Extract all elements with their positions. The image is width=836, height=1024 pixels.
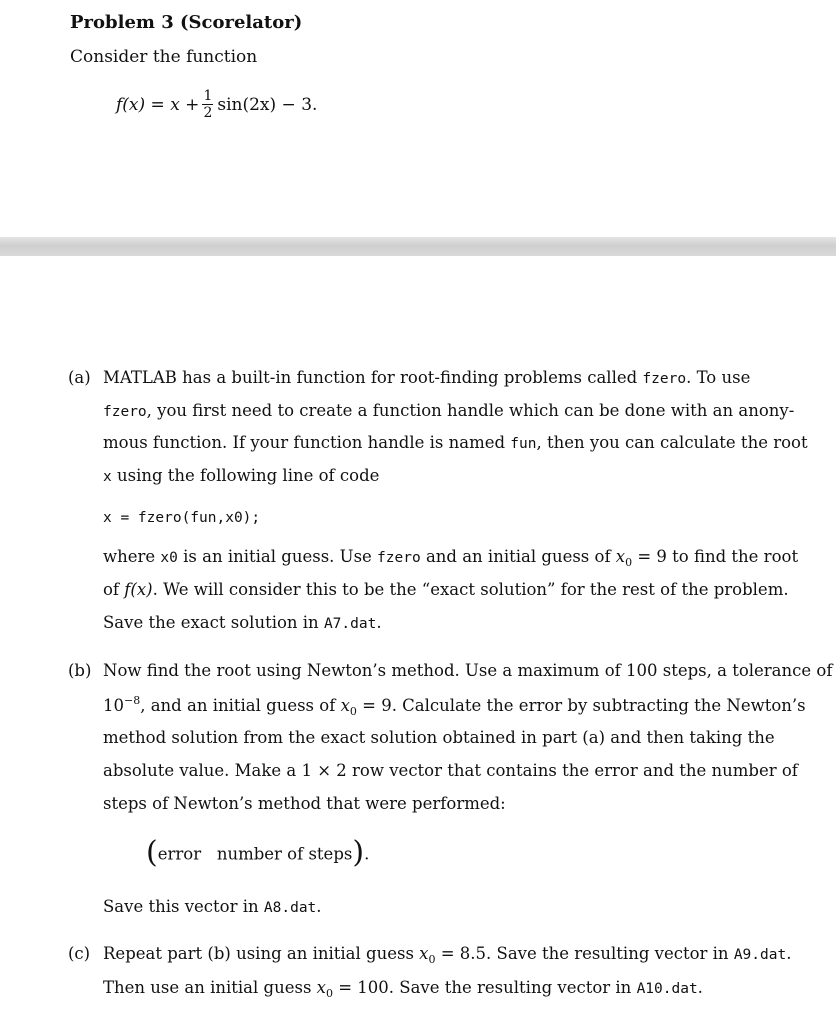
part-b-line: [103, 897, 322, 916]
text: = 9 to find the root: [632, 547, 799, 566]
math-subscript: 0: [428, 953, 436, 966]
code-filename: A8.dat: [263, 900, 317, 916]
text: = 8.5. Save the resulting vector in: [435, 944, 734, 963]
text: , you first need to create a function handle which can be done with an anony-: [146, 401, 795, 420]
part-b-label: (b): [68, 661, 92, 680]
text: mous function. If your function handle is named: [103, 433, 511, 452]
part-a-line: [103, 433, 808, 452]
part-b-line: [103, 694, 806, 718]
text: 10: [103, 696, 124, 715]
math-subscript: 0: [625, 556, 633, 569]
equation-lhs: f(x) = x +: [116, 95, 200, 115]
math-fx: f(x): [124, 580, 153, 599]
code-x: x: [103, 469, 112, 485]
part-a-line: [103, 547, 798, 569]
problem-intro: Consider the function: [70, 47, 258, 67]
fraction-denominator: 2: [203, 105, 213, 121]
part-c-line: [103, 944, 791, 966]
text: . We will consider this to be the “exact solution” for the rest of the problem.: [152, 580, 789, 599]
part-a-line: [103, 613, 382, 632]
text: .: [786, 944, 792, 963]
part-a-line: [103, 401, 794, 420]
equation-rhs: sin(2x) − 3.: [217, 95, 318, 115]
part-b-line: steps of Newton’s method that were performed:: [103, 794, 506, 813]
fraction-numerator: 1: [203, 88, 213, 104]
text: MATLAB has a built-in function for root-finding problems called: [103, 368, 643, 387]
vector-close-paren: ): [352, 835, 365, 870]
code-filename: A7.dat: [323, 616, 377, 632]
text: of: [103, 580, 125, 599]
text: and an initial guess of: [420, 547, 616, 566]
text: where: [103, 547, 161, 566]
text: .: [376, 613, 382, 632]
math-var: x: [419, 944, 429, 963]
vector-open-paren: (: [146, 835, 158, 870]
part-a-line: [103, 368, 750, 387]
text: Save this vector in: [103, 897, 264, 916]
math-var: x: [615, 547, 626, 566]
code-fun: fun: [510, 436, 537, 452]
text: , and an initial guess of: [140, 696, 341, 715]
math-subscript: 0: [349, 705, 357, 718]
page-separator: [0, 237, 836, 256]
part-b-line: Now find the root using Newton’s method. Use a maximum of 100 steps, a tolerance of: [103, 661, 833, 680]
text: .: [697, 978, 703, 997]
code-line: x = fzero(fun,x0);: [103, 510, 261, 526]
part-a-label: (a): [68, 368, 91, 387]
text: , then you can calculate the root: [536, 433, 808, 452]
part-a-line: [103, 580, 789, 599]
part-c-label: (c): [68, 944, 91, 963]
row-vector: [146, 835, 370, 870]
problem-title: Problem 3 (Scorelator): [70, 12, 303, 33]
part-b-line: method solution from the exact solution obtained in part (a) and then taking the: [103, 728, 775, 747]
text: Save the exact solution in: [103, 613, 324, 632]
text: Repeat part (b) using an initial guess: [103, 944, 420, 963]
text: is an initial guess. Use: [177, 547, 378, 566]
part-a-line: [103, 466, 379, 485]
part-b-line: absolute value. Make a 1 × 2 row vector that contains the error and the number of: [103, 761, 798, 780]
text: .: [364, 844, 370, 864]
math-var: x: [340, 696, 350, 715]
vector-content: error number of steps: [157, 844, 353, 864]
code-fzero: fzero: [377, 550, 421, 566]
text: .: [316, 897, 322, 916]
equation-fraction: [202, 89, 213, 120]
code-x0: x0: [160, 550, 178, 566]
part-c-line: [103, 978, 703, 1000]
code-filename: A9.dat: [733, 947, 787, 963]
code-filename: A10.dat: [636, 981, 698, 997]
text: = 9. Calculate the error by subtracting the Newton’s: [356, 696, 806, 715]
text: using the following line of code: [111, 466, 380, 485]
code-fzero: fzero: [103, 404, 147, 420]
function-equation: [116, 90, 317, 130]
text: Then use an initial guess: [103, 978, 317, 997]
math-subscript: 0: [325, 987, 333, 1000]
code-fzero: fzero: [642, 371, 687, 387]
text: = 100. Save the resulting vector in: [332, 978, 637, 997]
math-exponent: −8: [124, 694, 141, 707]
math-var: x: [316, 978, 326, 997]
text: . To use: [686, 368, 751, 387]
